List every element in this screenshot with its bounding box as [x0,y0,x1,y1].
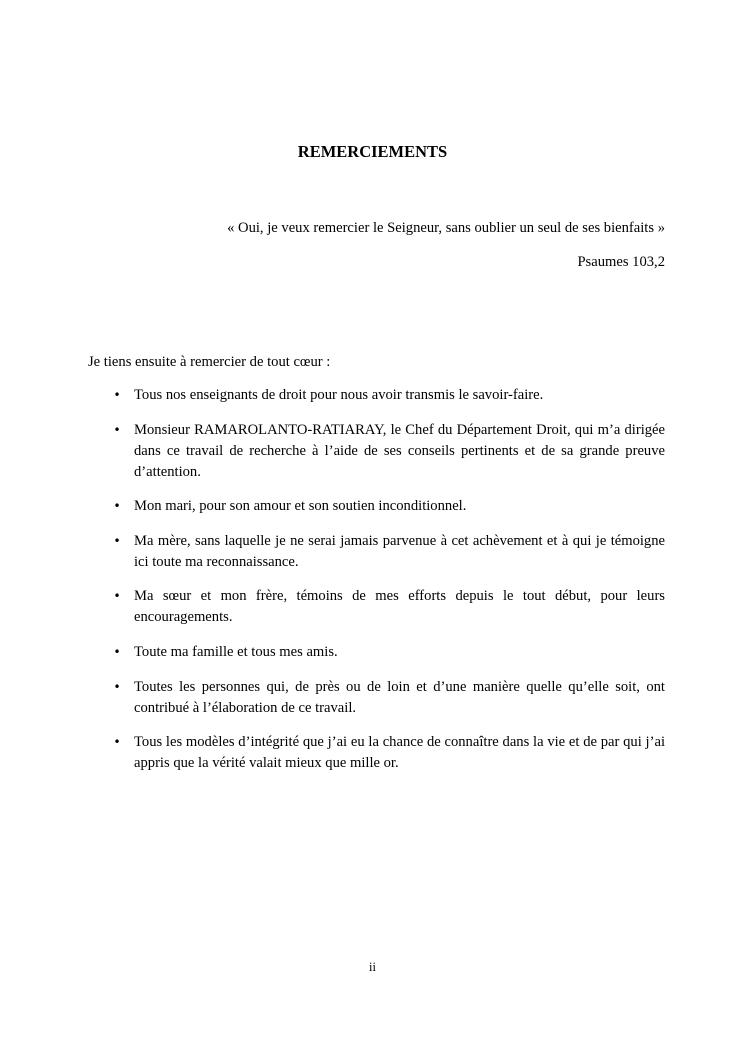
bullet-icon: • [113,499,121,514]
list-item-text: Toutes les personnes qui, de près ou de loin et d’une manière quelle qu’elle soit, ont contribué à l’élaboration de ce travail. [134,678,665,716]
page-title: REMERCIEMENTS [297,142,448,161]
bullet-icon: • [113,644,121,659]
list-item-text: Toute ma famille et tous mes amis. [134,643,338,660]
list-item [88,496,665,517]
list-item [88,531,665,573]
bullet-icon: • [113,533,121,548]
bullet-icon: • [113,388,121,402]
intro-paragraph: Je tiens ensuite à remercier de tout cœur : [88,354,331,370]
list-item-text: Tous nos enseignants de droit pour nous avoir transmis le savoir-faire. [134,387,544,403]
list-item-text: Tous les modèles d’intégrité que j’ai eu la chance de connaître dans la vie et de par qui j’ai appris que la vérité valait mieux que mille or. [134,734,665,772]
list-item-text: Ma mère, sans laquelle je ne serai jamais parvenue à cet achèvement et à qui je témoigne ici toute ma reconnaissance. [134,532,665,570]
list-item [88,642,665,663]
bullet-icon: • [113,422,121,437]
list-item-text: Ma sœur et mon frère, témoins de mes efforts depuis le tout début, pour leurs encouragements. [134,588,665,626]
page-number: ii [369,960,376,974]
bullet-icon: • [113,679,121,694]
acknowledgement-list [88,385,665,788]
epigraph-reference: Psaumes 103,2 [577,254,665,270]
epigraph-quote: « Oui, je veux remercier le Seigneur, sans oublier un seul de ses bienfaits » [227,220,665,236]
list-item [88,586,665,628]
list-item [88,677,665,719]
bullet-icon: • [113,735,121,750]
list-item-text: Mon mari, pour son amour et son soutien inconditionnel. [134,498,467,515]
list-item [88,385,665,406]
list-item-text: Monsieur RAMAROLANTO-RATIARAY, le Chef du Département Droit, qui m’a dirigée dans ce travail de recherche à l’aide de ses conseils pertinents et de sa grande preuve d’attention. [134,421,665,480]
list-item [88,420,665,483]
bullet-icon: • [113,589,121,604]
list-item [88,732,665,774]
